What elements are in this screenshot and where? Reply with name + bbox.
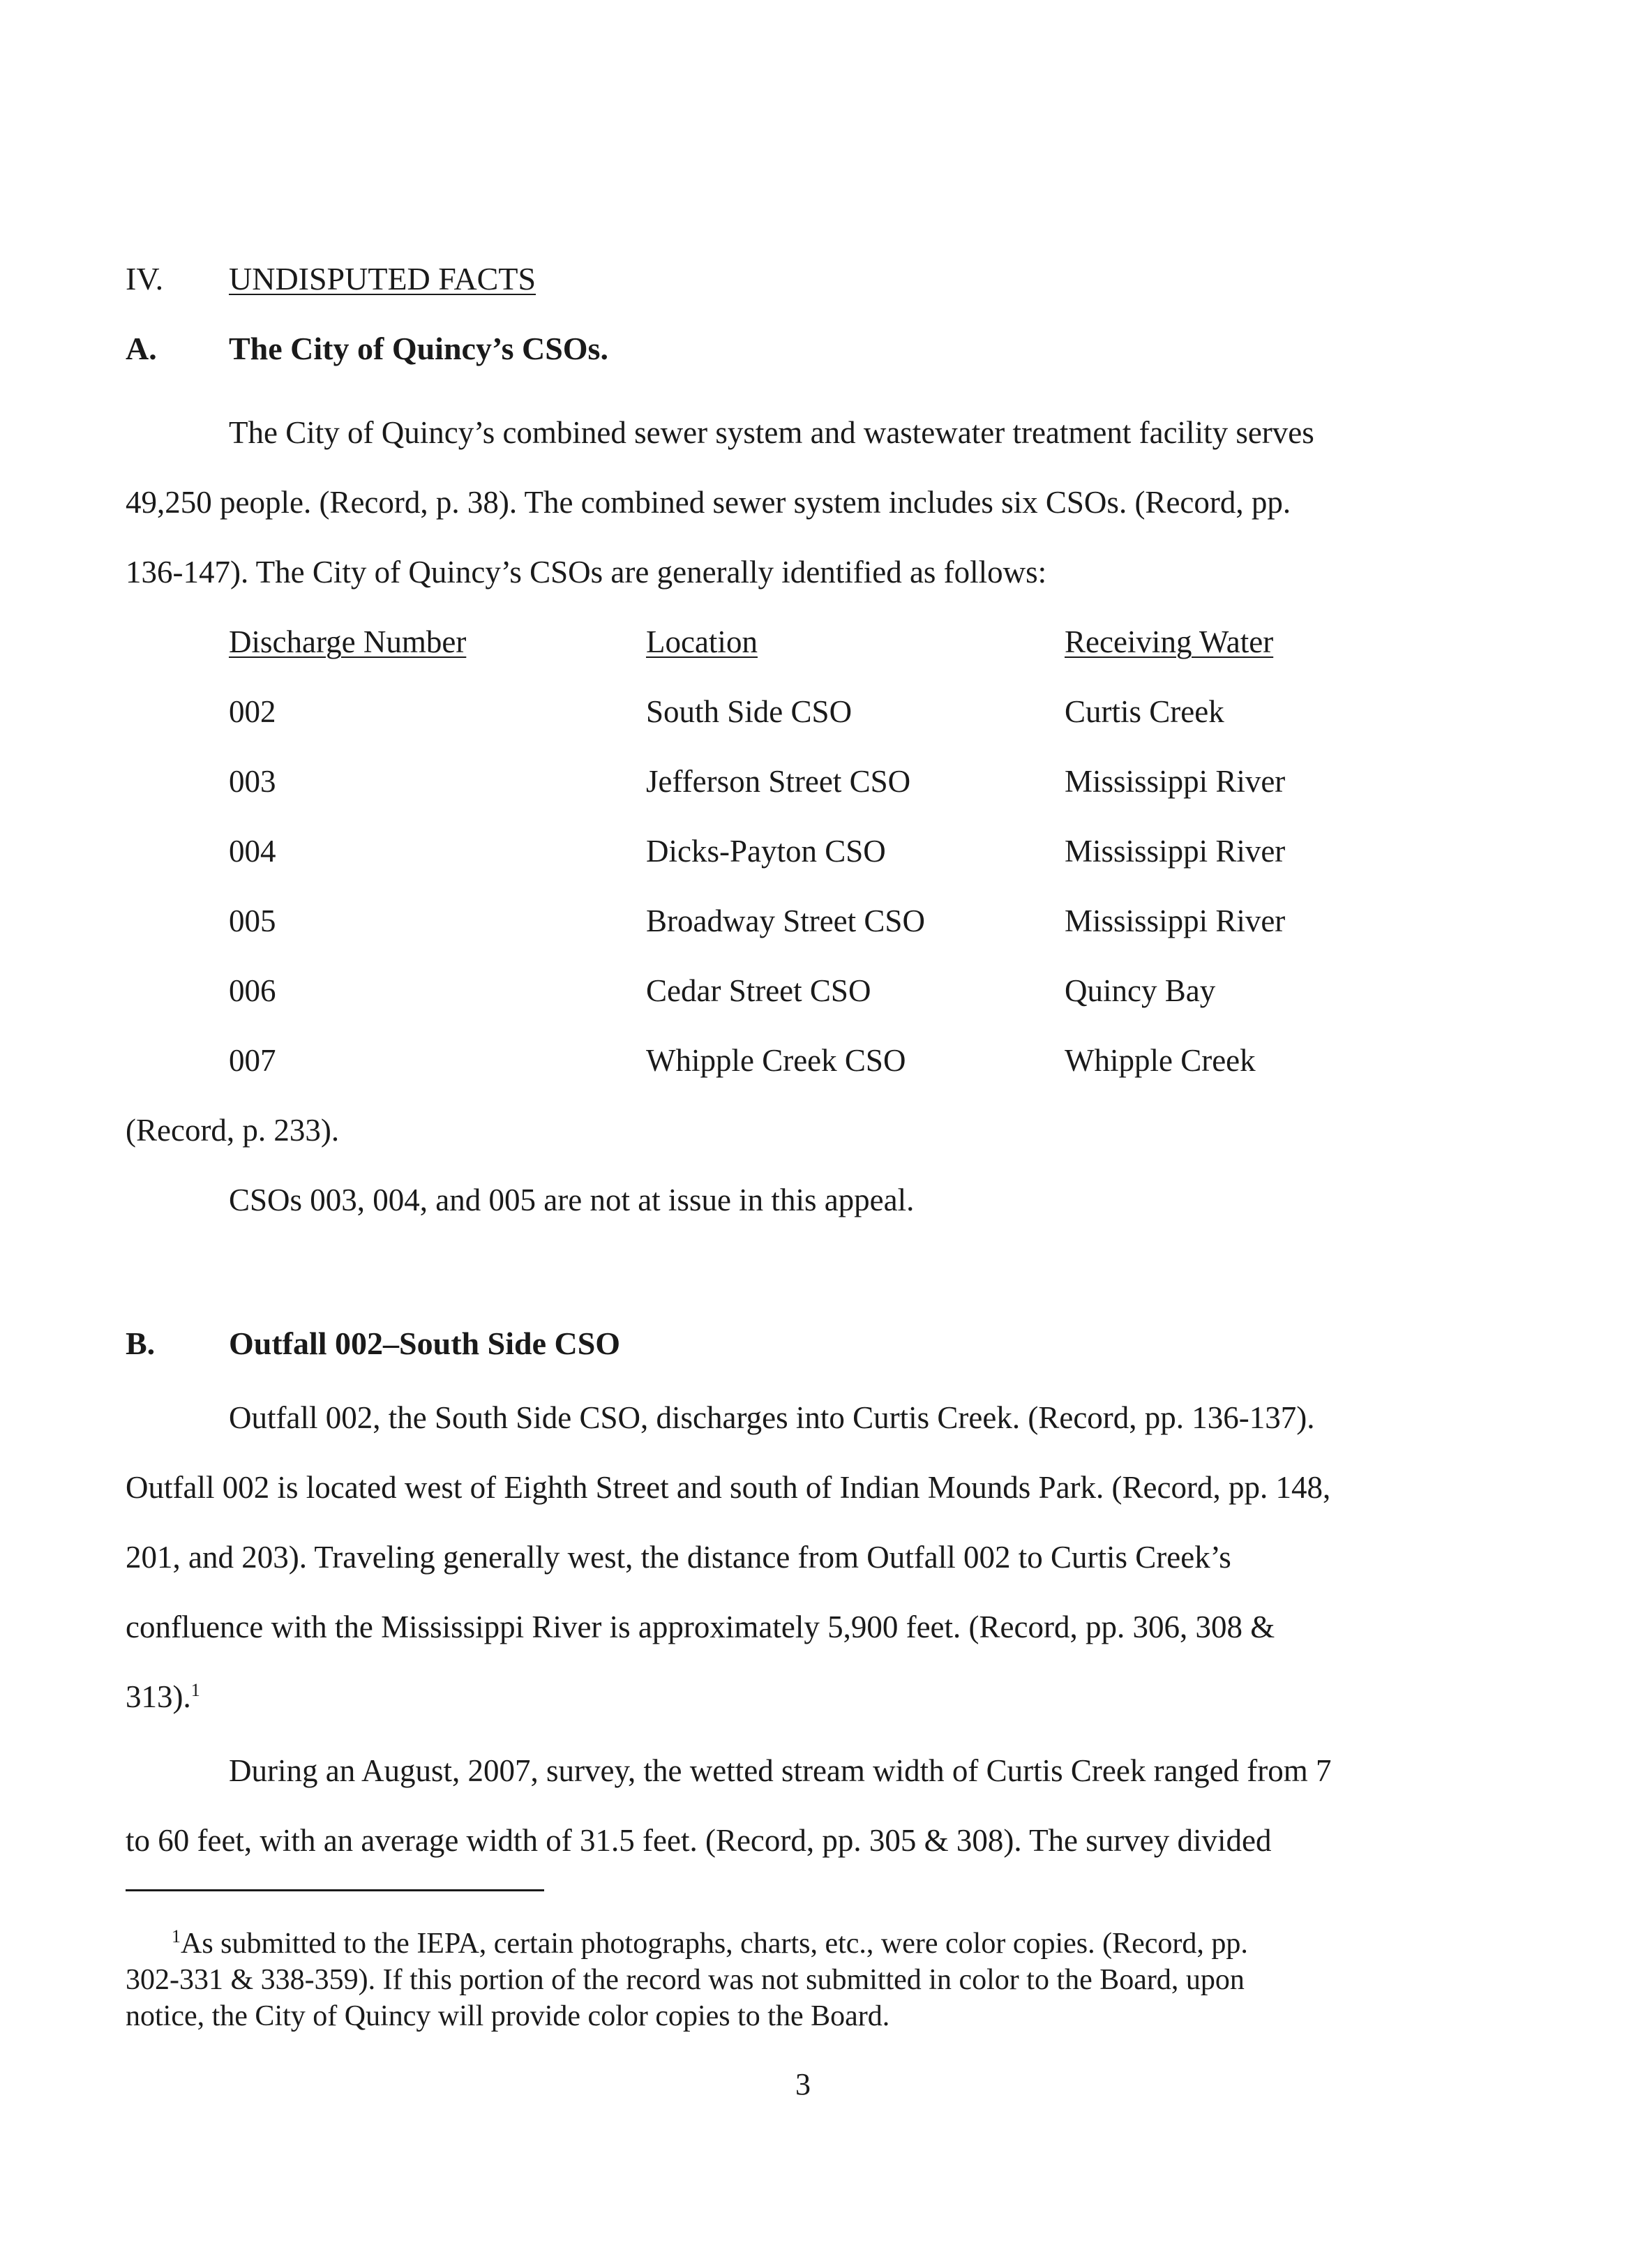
table-row-1-location: South Side CSO xyxy=(646,694,853,729)
section-iv-title: UNDISPUTED FACTS xyxy=(229,261,536,297)
section-b-letter: B. xyxy=(126,1326,156,1361)
section-a-line-3: 136-147). The City of Quincy’s CSOs are generally identified as follows: xyxy=(126,555,1047,590)
table-row-5-discharge: 006 xyxy=(229,973,276,1008)
footnote-divider xyxy=(126,1889,544,1891)
table-header-location: Location xyxy=(646,624,758,659)
table-row-3-receiving: Mississippi River xyxy=(1065,834,1286,869)
record-citation-233: (Record, p. 233). xyxy=(126,1113,340,1148)
section-a-title: The City of Quincy’s CSOs. xyxy=(229,331,608,366)
table-row-5-receiving: Quincy Bay xyxy=(1065,973,1216,1008)
footnote-line-2: 302-331 & 338-359). If this portion of the record was not submitted in color to the Board, upon xyxy=(126,1964,1245,1996)
footnote-line-1 xyxy=(172,1926,1525,1962)
table-header-discharge-number: Discharge Number xyxy=(229,624,467,659)
table-row-1-receiving: Curtis Creek xyxy=(1065,694,1224,729)
section-b-p1-line-2: Outfall 002 is located west of Eighth Street and south of Indian Mounds Park. (Record, pp. 148, xyxy=(126,1470,1331,1505)
section-a-line-2: 49,250 people. (Record, p. 38). The combined sewer system includes six CSOs. (Record, pp. xyxy=(126,485,1291,520)
footnote-reference-1[interactable]: 1 xyxy=(190,1680,200,1700)
section-a-line-1: The City of Quincy’s combined sewer system and wastewater treatment facility serves xyxy=(229,415,1314,450)
section-b-title: Outfall 002–South Side CSO xyxy=(229,1326,621,1361)
section-b-p1-line-5 xyxy=(126,1676,200,1718)
table-row-6-location: Whipple Creek CSO xyxy=(646,1043,906,1078)
footnote-line-3: notice, the City of Quincy will provide color copies to the Board. xyxy=(126,2000,890,2032)
table-row-4-receiving: Mississippi River xyxy=(1065,903,1286,938)
section-b-p1-line-1: Outfall 002, the South Side CSO, discharges into Curtis Creek. (Record, pp. 136-137). xyxy=(229,1400,1315,1435)
section-b-p2-line-1: During an August, 2007, survey, the wetted stream width of Curtis Creek ranged from 7 xyxy=(229,1753,1332,1788)
table-row-6-discharge: 007 xyxy=(229,1043,276,1078)
footnote-marker: 1 xyxy=(172,1926,181,1946)
section-b-p1-line-4: confluence with the Mississippi River is approximately 5,900 feet. (Record, pp. 306, 308 & xyxy=(126,1610,1275,1644)
section-b-p2-line-2: to 60 feet, with an average width of 31.5 feet. (Record, pp. 305 & 308). The survey divided xyxy=(126,1823,1272,1858)
table-row-4-discharge: 005 xyxy=(229,903,276,938)
table-header-receiving-water: Receiving Water xyxy=(1065,624,1274,659)
not-at-issue-text: CSOs 003, 004, and 005 are not at issue in this appeal. xyxy=(229,1183,915,1217)
table-row-5-location: Cedar Street CSO xyxy=(646,973,871,1008)
table-row-3-discharge: 004 xyxy=(229,834,276,869)
table-row-3-location: Dicks-Payton CSO xyxy=(646,834,886,869)
table-row-6-receiving: Whipple Creek xyxy=(1065,1043,1256,1078)
footnote-line-1-text: As submitted to the IEPA, certain photographs, charts, etc., were color copies. (Record, pp. xyxy=(181,1928,1248,1960)
section-iv-number: IV. xyxy=(126,261,164,297)
table-row-2-discharge: 003 xyxy=(229,764,276,799)
section-a-letter: A. xyxy=(126,331,157,366)
table-row-1-discharge: 002 xyxy=(229,694,276,729)
table-row-2-location: Jefferson Street CSO xyxy=(646,764,911,799)
table-row-2-receiving: Mississippi River xyxy=(1065,764,1286,799)
table-row-4-location: Broadway Street CSO xyxy=(646,903,925,938)
page-number: 3 xyxy=(795,2067,811,2101)
section-b-p1-line-5-text: 313). xyxy=(126,1679,191,1714)
section-b-p1-line-3: 201, and 203). Traveling generally west, the distance from Outfall 002 to Curtis Creek’s xyxy=(126,1540,1231,1575)
